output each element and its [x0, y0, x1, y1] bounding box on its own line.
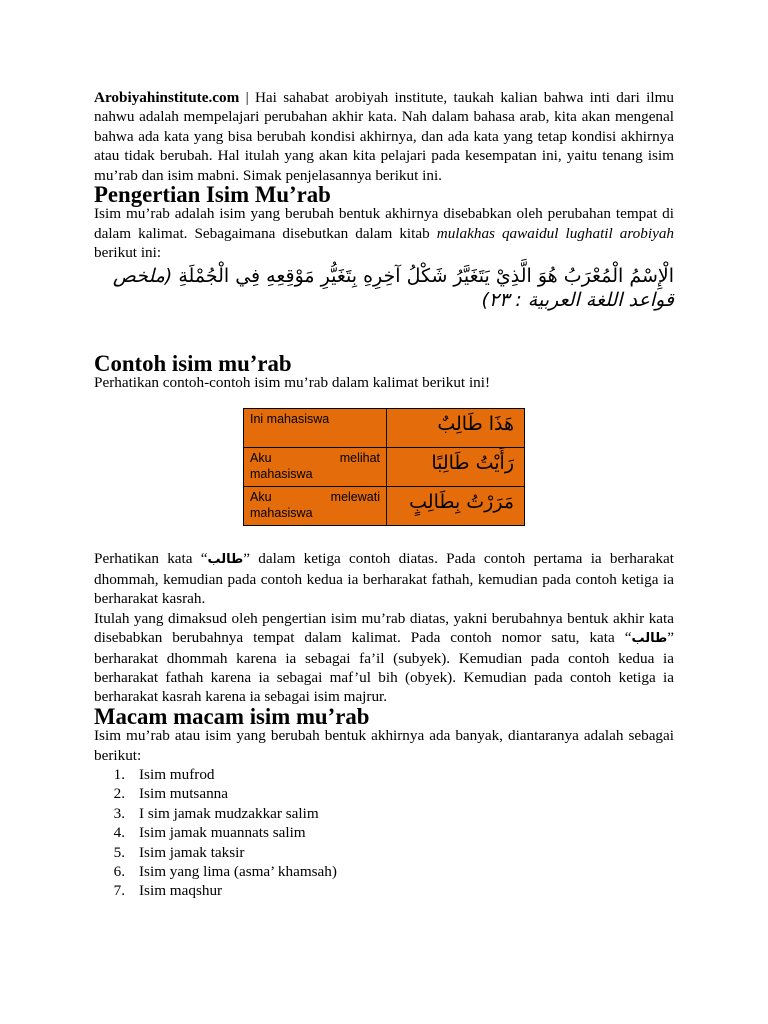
list-label: Isim maqshur	[139, 882, 223, 900]
types-list	[94, 765, 674, 901]
list-item	[94, 862, 674, 881]
list-item	[94, 765, 674, 784]
list-label: I sim jamak mudzakkar salim	[139, 804, 319, 822]
indonesian-cell: Aku melihat mahasiswa	[244, 448, 387, 487]
examples-table	[243, 408, 525, 526]
explanation-text: Perhatikan kata “	[94, 550, 208, 568]
indonesian-cell: Ini mahasiswa	[244, 409, 387, 448]
site-name: Arobiyahinstitute.com	[94, 89, 240, 106]
list-number: 6.	[113, 862, 125, 880]
book-title: mulakhas qawaidul lughatil arobiyah	[436, 224, 675, 242]
list-label: Isim yang lima (asma’ khamsah)	[139, 862, 337, 880]
list-label: Isim jamak muannats salim	[139, 824, 306, 842]
table-row	[244, 448, 525, 487]
list-number: 2.	[113, 785, 125, 803]
definition-text: Isim mu’rab adalah isim yang berubah bentuk akhirnya disebabkan oleh perubahan tempat di dalam kalimat. Sebagaimana disebutkan dalam kitab	[94, 205, 674, 242]
explanation-paragraph-1	[94, 549, 674, 608]
list-item	[94, 823, 674, 842]
document-content	[94, 88, 674, 901]
indonesian-cell: Aku melewati mahasiswa	[244, 487, 387, 526]
arabic-quote-text: الْإِسْمُ الْمُعْرَبُ هُوَ الَّذِيْ يَتَغَيَّرُ شَكْلُ آخِرِهِ بِتَغَيُّرِ مَوْقِعِهِ فِي الْجُمْلَةِ	[178, 264, 674, 287]
arabic-cell: هَذَا طَالِبٌ	[387, 409, 525, 448]
list-label: Isim jamak taksir	[139, 843, 245, 861]
intro-text: Hai sahabat arobiyah institute, taukah kalian bahwa inti dari ilmu nahwu adalah mempelajari perubahan akhir kata. Nah dalam bahasa arab, kita akan mengenal bahwa ada kata yang bisa berubah kondisi akhirnya, dan ada kata yang tetap kondisi akhirnya atau tidak berubah. Hal itulah yang akan kita pelajari pada kesempatan ini, yaitu tenang isim mu’rab dan isim mabni. Simak penjelasannya berikut ini.	[94, 89, 675, 184]
explanation-text: ” dalam ketiga contoh diatas. Pada contoh pertama ia berharakat dhommah, kemudian pada contoh kedua ia berharakat fathah, kemudian pada contoh ketiga ia berharakat kasrah.	[94, 550, 674, 608]
table-row	[244, 409, 525, 448]
list-number: 1.	[113, 765, 125, 783]
definition-heading: Pengertian Isim Mu’rab	[94, 182, 331, 208]
list-label: Isim mufrod	[139, 765, 215, 783]
types-heading: Macam macam isim mu’rab	[94, 703, 370, 729]
explanation-text: Itulah yang dimaksud oleh pengertian isim mu’rab diatas, yakni berubahnya bentuk akhir kata disebabkan berubahnya tempat dalam kalimat. Pada contoh nomor satu, kata “	[94, 609, 674, 647]
definition-text-after: berikut ini:	[94, 244, 162, 262]
arabic-quote-reference: (ملخص قواعد اللغة العربية : ٢٣)	[112, 264, 674, 311]
list-item	[94, 881, 674, 900]
examples-intro: Perhatikan contoh-contoh isim mu’rab dalam kalimat berikut ini!	[94, 374, 491, 392]
intro-paragraph	[94, 88, 674, 185]
arabic-definition-quote	[94, 264, 674, 312]
list-number: 7.	[113, 882, 125, 900]
definition-paragraph	[94, 204, 674, 262]
arabic-cell: رَأَيْتُ طَالِبًا	[387, 448, 525, 487]
list-item	[94, 843, 674, 862]
arabic-word: طالب	[207, 552, 244, 568]
table-row	[244, 487, 525, 526]
list-item	[94, 784, 674, 803]
examples-heading: Contoh isim mu’rab	[94, 350, 292, 376]
list-number: 5.	[113, 843, 125, 861]
arabic-word: طالب	[631, 631, 668, 647]
arabic-cell: مَرَرْتُ بِطَالِبٍ	[387, 487, 525, 526]
list-item	[94, 804, 674, 823]
list-number: 4.	[113, 824, 125, 842]
separator: |	[245, 89, 249, 106]
list-number: 3.	[113, 804, 125, 822]
explanation-paragraph-2	[94, 609, 674, 707]
explanation-text: ” berharakat dhommah karena ia sebagai fa’il (subyek). Kemudian pada contoh kedua ia berharakat fathah karena ia sebagai maf’ul bih (obyek). Kemudian pada contoh ketiga ia berharakat kasrah karena ia sebagai isim majrur.	[94, 629, 674, 706]
types-intro: Isim mu’rab atau isim yang berubah bentuk akhirnya ada banyak, diantaranya adalah sebagai berikut:	[94, 727, 674, 764]
list-label: Isim mutsanna	[139, 785, 229, 803]
